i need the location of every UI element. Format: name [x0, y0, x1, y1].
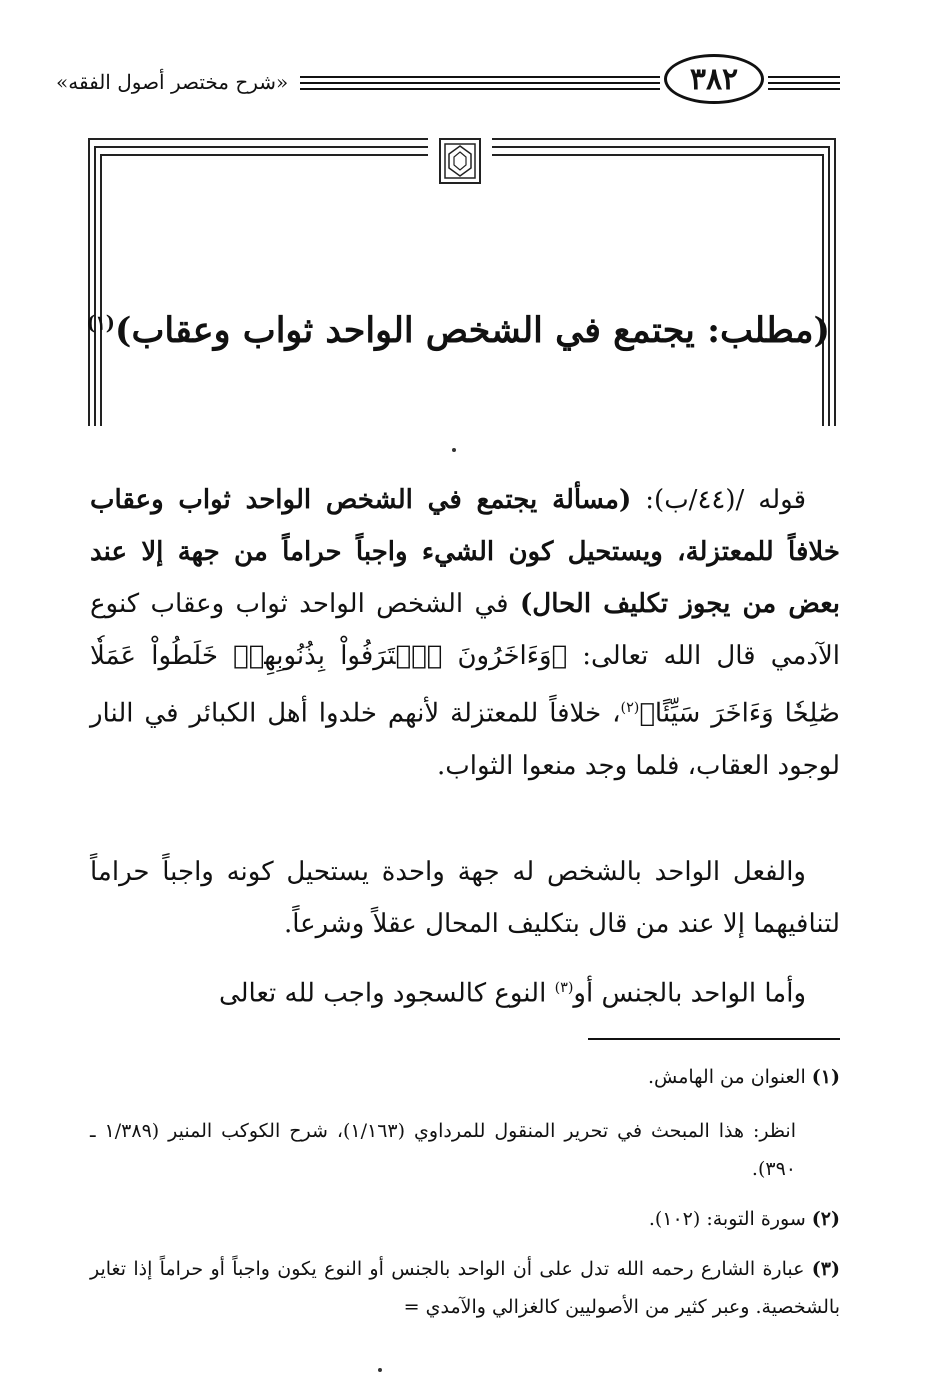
section-heading [86, 310, 830, 351]
header-rule-right-bottom [768, 88, 840, 90]
header-rule-right-top [768, 76, 840, 78]
footnote-3-number: (٣) [811, 1258, 840, 1280]
frame-top-left-3 [100, 154, 428, 156]
frame-top-left-2 [94, 146, 428, 148]
footnote-2-number: (٢) [811, 1208, 840, 1230]
frame-right-1 [834, 138, 836, 426]
p1-bold-text: (مسألة يجتمع في الشخص الواحد ثواب وعقاب خلافاً للمعتزلة، ويستحيل كون الشيء واجباً حراماً من جهة إلا عند بعض من يجوز تكليف الحال) [90, 485, 841, 619]
running-book-title: «شرح مختصر أصول الفقه» [56, 70, 289, 94]
page-number: ٣٨٢ [664, 54, 764, 104]
p1-quran-verse: ﴿وَءَاخَرُونَ ٱعۡتَرَفُواْ بِذُنُوبِهِمۡ خَلَطُواْ عَمَلٗا صَٰلِحٗا وَءَاخَرَ سَيِّئًا﴾ [90, 641, 841, 729]
ink-dot-bottom [378, 1368, 382, 1372]
p3-text-a: وأما الواحد بالجنس أو [573, 978, 806, 1009]
footnote-1-number: (١) [811, 1066, 840, 1088]
frame-top-right-3 [492, 154, 824, 156]
footnote-2-text: سورة التوبة: (١٠٢). [648, 1208, 812, 1230]
paragraph-2: والفعل الواحد بالشخص له جهة واحدة يستحيل كونه واجباً حراماً لتنافيهما إلا عند من قال بتكليف المحال عقلاً وشرعاً. [90, 857, 840, 939]
footnote-separator [588, 1038, 840, 1040]
footnote-2 [90, 1200, 840, 1238]
header-rule-mid [300, 82, 660, 84]
p1-quran-ref: (٢) [620, 700, 640, 716]
frame-top-left-1 [88, 138, 428, 140]
p1-rest: في الشخص الواحد ثواب وعقاب كنوع الآدمي قال الله تعالى: [90, 589, 840, 671]
paragraph-1 [90, 474, 840, 792]
frame-top-right-2 [492, 146, 830, 148]
section-heading-text: (مطلب: يجتمع في الشخص الواحد ثواب وعقاب) [114, 310, 830, 351]
header-rule-right-mid [768, 82, 840, 84]
p3-ref: (٣) [554, 980, 574, 996]
footnote-1-text: العنوان من الهامش. [647, 1066, 812, 1088]
footnote-3 [90, 1250, 840, 1326]
ink-dot [452, 448, 456, 452]
frame-left-3 [100, 154, 102, 426]
section-footnote-marker: (١) [86, 311, 115, 335]
paragraph-3 [90, 962, 840, 1020]
frame-left-1 [88, 138, 90, 426]
footnote-3-text: عبارة الشارع رحمه الله تدل على أن الواحد بالجنس أو النوع يكون واجباً أو حراماً إذا تغاير بالشخصية. وعبر كثير من الأصوليين كالغزالي والآمدي = [90, 1258, 840, 1318]
p1-intro: قوله /(٤٤/ب): [631, 485, 807, 515]
frame-right-2 [828, 146, 830, 426]
p1-end: ، خلافاً للمعتزلة لأنهم خلدوا أهل الكبائر في النار لوجود العقاب، فلما وجد منعوا الثواب. [90, 698, 840, 781]
header-rule-top [300, 76, 660, 78]
frame-left-2 [94, 146, 96, 426]
frame-right-3 [822, 154, 824, 426]
p3-text-b: النوع كالسجود واجب لله تعالى [218, 978, 555, 1009]
ornament-icon [437, 136, 483, 186]
frame-top-right-1 [492, 138, 836, 140]
footnote-1 [90, 1058, 840, 1096]
header-rule-bottom [300, 88, 660, 90]
footnote-1-extra: انظر: هذا المبحث في تحرير المنقول للمرداوي (١/١٦٣)، شرح الكوكب المنير (١/٣٨٩ ـ ٣٩٠). [90, 1120, 796, 1180]
